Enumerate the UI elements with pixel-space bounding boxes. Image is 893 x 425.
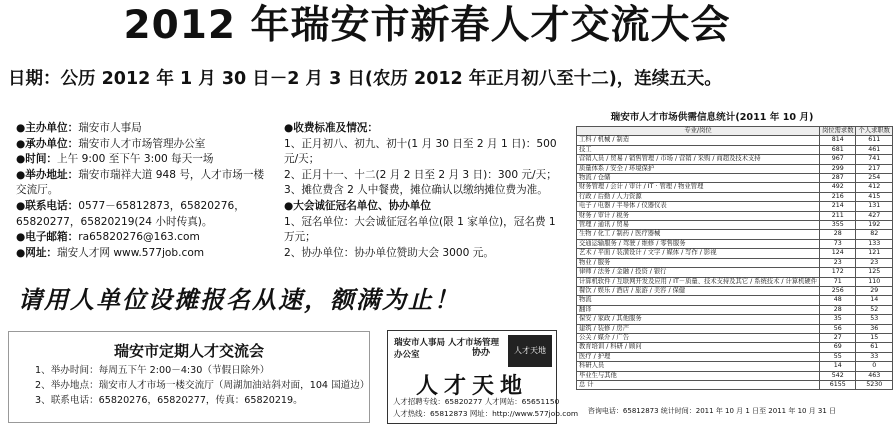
row-seekers: 412 bbox=[856, 183, 892, 192]
row-category: 总 计 bbox=[577, 380, 820, 389]
row-category: 保安 / 家政 / 其他服务 bbox=[577, 315, 820, 324]
table-row bbox=[577, 324, 893, 333]
row-seekers: 415 bbox=[856, 192, 892, 201]
table-row bbox=[577, 343, 893, 352]
row-category: 科研人员 bbox=[577, 362, 820, 371]
website-row: ●网址：瑞安人才网 www.577job.com bbox=[16, 246, 205, 259]
row-seekers: 0 bbox=[856, 362, 892, 371]
info-row: ●举办地址：瑞安市瑞祥大道 948 号，人才市场一楼交流厅。 bbox=[16, 168, 265, 197]
row-category: 生物 / 化工 / 制药 / 医疗器械 bbox=[577, 230, 820, 239]
row-seekers: 33 bbox=[856, 352, 892, 361]
row-seekers: 53 bbox=[856, 315, 892, 324]
row-demand: 35 bbox=[820, 315, 856, 324]
table-row bbox=[577, 371, 893, 380]
sponsor-heading: ●大会诚征冠名单位、协办单位 bbox=[284, 199, 431, 212]
row-seekers: 36 bbox=[856, 324, 892, 333]
table-row bbox=[577, 155, 893, 164]
table-row bbox=[577, 136, 893, 145]
row-demand: 124 bbox=[820, 249, 856, 258]
row-demand: 27 bbox=[820, 333, 856, 342]
table-row bbox=[577, 362, 893, 371]
table-row bbox=[577, 268, 893, 277]
row-category: 交通运输服务 / 驾驶 / 维修 / 零售服务 bbox=[577, 239, 820, 248]
table-row bbox=[577, 211, 893, 220]
table-row bbox=[577, 380, 893, 389]
table-footer: 咨询电话：65812873 统计时间：2011 年 10 月 1 日至 2011 年 10 月 31 日 bbox=[587, 407, 837, 415]
row-category: 计算机软件 / 互联网开发及应用 / IT－质量、技术支持及其它 / 系统技术 / 计算机硬件 bbox=[577, 277, 820, 286]
table-row bbox=[577, 296, 893, 305]
regular-fair-title: 瑞安市定期人才交流会 bbox=[113, 342, 264, 360]
table-row bbox=[577, 315, 893, 324]
row-seekers: 192 bbox=[856, 221, 892, 230]
info-row: ●主办单位：瑞安市人事局 bbox=[16, 122, 142, 134]
ad-logo-icon: 人才天地 bbox=[508, 335, 552, 367]
table-row bbox=[577, 333, 893, 342]
row-demand: 542 bbox=[820, 371, 856, 380]
row-seekers: 461 bbox=[856, 145, 892, 154]
info-row: ●联系电话：0577－65812873，65820276，65820277，65820219(24 小时传真)。 bbox=[16, 199, 245, 228]
info-row: ●承办单位：瑞安市人才市场管理办公室 bbox=[16, 137, 206, 150]
table-caption: 瑞安市人才市场供需信息统计(2011 年 10 月) bbox=[610, 112, 814, 123]
table-row bbox=[577, 277, 893, 286]
ad-line: 人才招聘专线：65820277 人才网站：65651150 bbox=[393, 397, 560, 406]
row-seekers: 133 bbox=[856, 239, 892, 248]
row-seekers: 463 bbox=[856, 371, 892, 380]
page-title: 2012 年瑞安市新春人才交流大会 bbox=[123, 3, 731, 48]
col-header: 岗位需求数 bbox=[820, 127, 856, 136]
row-demand: 69 bbox=[820, 343, 856, 352]
row-category: 质量体系 / 安全 / 环境保护 bbox=[577, 164, 820, 173]
table-row bbox=[577, 174, 893, 183]
fee-item: 2、正月十一、十二(2 月 2 日至 2 月 3 日)：300 元/天； bbox=[284, 168, 557, 181]
row-seekers: 61 bbox=[856, 343, 892, 352]
row-demand: 216 bbox=[820, 192, 856, 201]
table-row bbox=[577, 221, 893, 230]
col-header: 专业/岗位 bbox=[577, 127, 820, 136]
ad-co: 协办 bbox=[472, 348, 491, 358]
stats-table bbox=[576, 126, 893, 390]
organizer-info bbox=[16, 121, 271, 261]
row-demand: 28 bbox=[820, 305, 856, 314]
fee-item: 3、摊位费含 2 人中餐费，摊位确认以缴纳摊位费为准。 bbox=[284, 184, 548, 197]
row-category: 行政 / 后勤 / 人力资源 bbox=[577, 192, 820, 201]
row-category: 翻译 bbox=[577, 305, 820, 314]
row-category: 电子 / 电器 / 半导体 / 仪器仪表 bbox=[577, 202, 820, 211]
row-seekers: 741 bbox=[856, 155, 892, 164]
row-demand: 73 bbox=[820, 239, 856, 248]
row-seekers: 110 bbox=[856, 277, 892, 286]
row-category: 物流 bbox=[577, 296, 820, 305]
row-demand: 814 bbox=[820, 136, 856, 145]
row-seekers: 29 bbox=[856, 286, 892, 295]
ad-line: 人才热线：65812873 网址：http://www.577job.com bbox=[393, 409, 579, 418]
table-row bbox=[577, 286, 893, 295]
table-row bbox=[577, 352, 893, 361]
table-row bbox=[577, 305, 893, 314]
row-seekers: 121 bbox=[856, 249, 892, 258]
regular-fair-line: 2、举办地点：瑞安市人才市场一楼交流厅（周湖加油站斜对面，104 国道边） bbox=[35, 380, 370, 391]
row-demand: 214 bbox=[820, 202, 856, 211]
row-demand: 55 bbox=[820, 352, 856, 361]
ad-org: 瑞安市人事局 人才市场管理办公室 bbox=[394, 338, 499, 360]
row-category: 财务 / 审计 / 税务 bbox=[577, 211, 820, 220]
row-demand: 355 bbox=[820, 221, 856, 230]
table-row bbox=[577, 249, 893, 258]
row-demand: 967 bbox=[820, 155, 856, 164]
row-category: 技工 bbox=[577, 145, 820, 154]
row-demand: 211 bbox=[820, 211, 856, 220]
row-category: 公关 / 媒介 / 广告 bbox=[577, 333, 820, 342]
table-row bbox=[577, 164, 893, 173]
fee-heading: ●收费标准及情况： bbox=[284, 122, 378, 134]
row-seekers: 23 bbox=[856, 258, 892, 267]
row-demand: 23 bbox=[820, 258, 856, 267]
row-seekers: 254 bbox=[856, 174, 892, 183]
row-category: 管理 / 通讯 / 贸易 bbox=[577, 221, 820, 230]
row-category: 建筑 / 装修 / 房产 bbox=[577, 324, 820, 333]
row-demand: 14 bbox=[820, 362, 856, 371]
table-row bbox=[577, 258, 893, 267]
table-row bbox=[577, 230, 893, 239]
row-demand: 172 bbox=[820, 268, 856, 277]
slogan: 请用人单位设摊报名从速，额满为止！ bbox=[18, 286, 460, 314]
row-demand: 6155 bbox=[820, 380, 856, 389]
row-seekers: 15 bbox=[856, 333, 892, 342]
table-row bbox=[577, 183, 893, 192]
row-category: 工科 / 机械 / 制造 bbox=[577, 136, 820, 145]
row-demand: 492 bbox=[820, 183, 856, 192]
row-seekers: 611 bbox=[856, 136, 892, 145]
row-seekers: 14 bbox=[856, 296, 892, 305]
table-row bbox=[577, 192, 893, 201]
row-seekers: 131 bbox=[856, 202, 892, 211]
row-category: 艺术 / 平面 / 装潢设计 / 文字 / 媒体 / 写作 / 影视 bbox=[577, 249, 820, 258]
date-line: 日期：公历 2012 年 1 月 30 日－2 月 3 日(农历 2012 年正月初八至十二)，连续五天。 bbox=[8, 69, 722, 89]
fee-item: 1、正月初八、初九、初十(1 月 30 日至 2 月 1 日)：500 元/天； bbox=[284, 137, 557, 166]
supply-demand-table bbox=[576, 110, 890, 390]
row-seekers: 82 bbox=[856, 230, 892, 239]
regular-fair-box bbox=[8, 331, 370, 423]
table-row bbox=[577, 239, 893, 248]
fee-section bbox=[284, 121, 560, 261]
row-seekers: 5230 bbox=[856, 380, 892, 389]
table-row bbox=[577, 145, 893, 154]
row-demand: 287 bbox=[820, 174, 856, 183]
regular-fair-line: 1、举办时间：每周五下午 2:00－4:30（节假日除外） bbox=[35, 365, 270, 376]
row-category: 律师 / 法务 / 金融 / 投资 / 银行 bbox=[577, 268, 820, 277]
row-category: 物流 / 仓储 bbox=[577, 174, 820, 183]
ad-headline: 人才天地 bbox=[415, 374, 528, 399]
row-category: 毕业生与其他 bbox=[577, 371, 820, 380]
row-demand: 71 bbox=[820, 277, 856, 286]
row-category: 医疗 / 护理 bbox=[577, 352, 820, 361]
col-header: 个人求职数 bbox=[856, 127, 892, 136]
talent-ad bbox=[387, 330, 579, 424]
sponsor-item: 1、冠名单位：大会诚征冠名单位(限 1 家单位)，冠名费 1 万元； bbox=[284, 215, 556, 244]
row-seekers: 217 bbox=[856, 164, 892, 173]
row-seekers: 427 bbox=[856, 211, 892, 220]
info-row: ●时间：上午 9:00 至下午 3:00 每天一场 bbox=[16, 153, 214, 166]
row-demand: 256 bbox=[820, 286, 856, 295]
row-category: 物业 / 服务 bbox=[577, 258, 820, 267]
table-row bbox=[577, 202, 893, 211]
row-demand: 28 bbox=[820, 230, 856, 239]
regular-fair-line: 3、联系电话：65820276，65820277，传真：65820219。 bbox=[35, 395, 303, 406]
email-row: ●电子邮箱：ra65820276@163.com bbox=[16, 231, 200, 244]
row-demand: 681 bbox=[820, 145, 856, 154]
row-demand: 48 bbox=[820, 296, 856, 305]
row-demand: 56 bbox=[820, 324, 856, 333]
row-category: 财务管理 / 会计 / 审计 / IT · 管理 / 物业管理 bbox=[577, 183, 820, 192]
sponsor-item: 2、协办单位：协办单位赞助大会 3000 元。 bbox=[284, 246, 494, 259]
row-demand: 299 bbox=[820, 164, 856, 173]
row-seekers: 125 bbox=[856, 268, 892, 277]
row-category: 教育培训 / 科研 / 顾问 bbox=[577, 343, 820, 352]
row-seekers: 52 bbox=[856, 305, 892, 314]
row-category: 营销人员 / 贸易 / 销售管理 / 市场 / 营销 / 采购 / 商超及技术支持 bbox=[577, 155, 820, 164]
row-category: 餐饮 / 娱乐 / 酒店 / 旅游 / 美容 / 保健 bbox=[577, 286, 820, 295]
